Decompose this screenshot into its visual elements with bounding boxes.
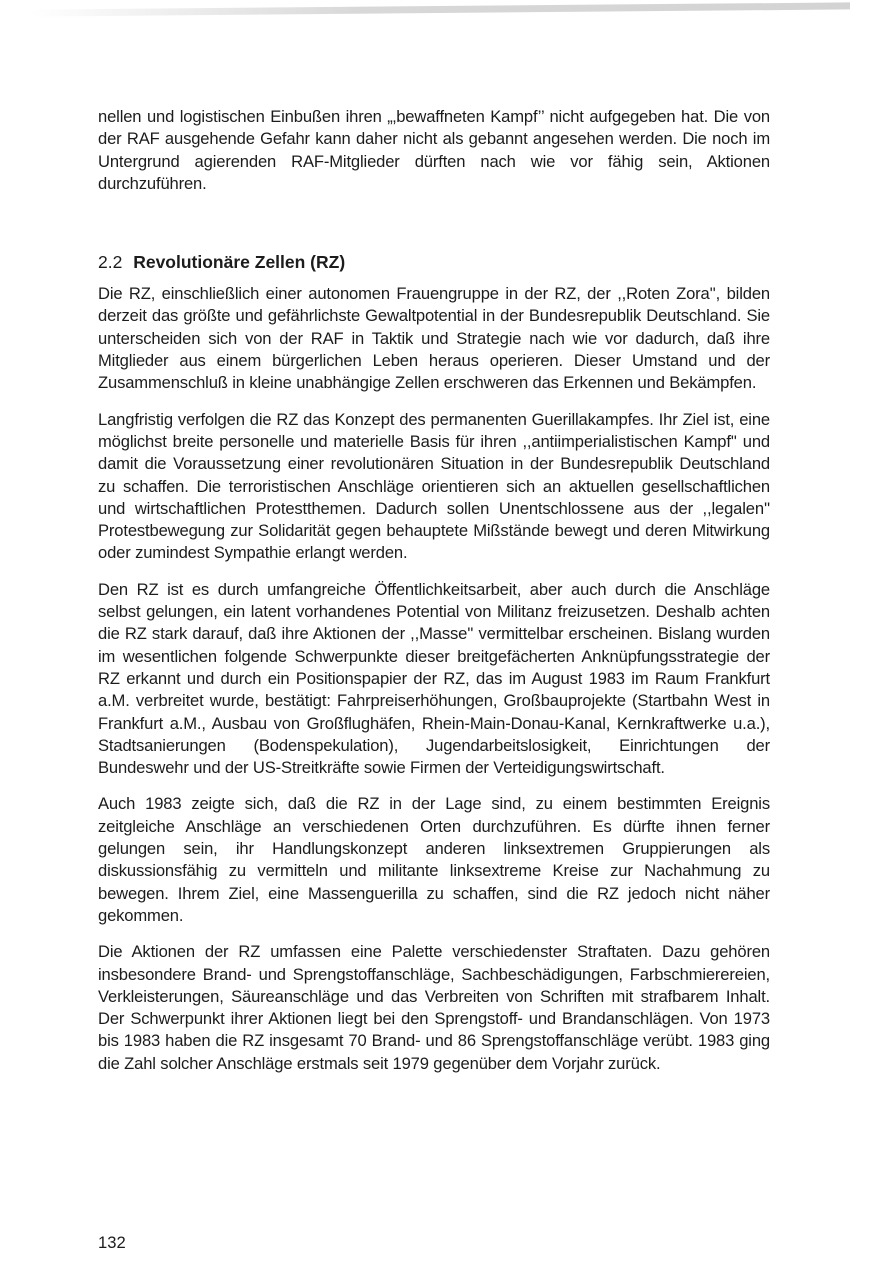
paragraph: Den RZ ist es durch umfangreiche Öffentlichkeitsarbeit, aber auch durch die Anschläge selbst gelungen, ein latent vorhandenes Potential von Militanz freizusetzen. Deshalb achten die RZ stark darauf, daß ihre Aktionen der ,,Masse'' vermittelbar erscheinen. Bislang wurden im wesentlichen folgende Schwerpunkte dieser breitgefächerten Anknüpfungsstrategie der RZ erkannt und durch ein Positionspapier der RZ, das im August 1983 im Raum Frankfurt a.M. verbreitet wurde, bestätigt: Fahrpreiserhöhungen, Großbauprojekte (Startbahn West in Frankfurt a.M., Ausbau von Großflughäfen, Rhein-Main-Donau-Kanal, Kernkraftwerke u.a.), Stadtsanierungen (Bodenspekulation), Jugendarbeitslosigkeit, Einrichtungen der Bundeswehr und der US-Streitkräfte sowie Firmen der Verteidigungswirtschaft. bbox=[98, 579, 770, 778]
scan-edge-artifact bbox=[30, 2, 850, 16]
paragraph: Auch 1983 zeigte sich, daß die RZ in der Lage sind, zu einem bestimmten Ereignis zeitgleiche Anschläge an verschiedenen Orten durchzuführen. Es dürfte ihnen ferner gelungen sein, ihr Handlungskonzept anderen linksextremen Gruppierungen als diskussionsfähig zu vermitteln und militante linksextreme Kreise zur Nachahmung zu bewegen. Ihrem Ziel, eine Massenguerilla zu schaffen, sind die RZ jedoch nicht näher gekommen. bbox=[98, 794, 770, 925]
paragraph: Langfristig verfolgen die RZ das Konzept des permanenten Guerillakampfes. Ihr Ziel ist, eine möglichst breite personelle und materielle Basis für ihren ,,antiimperialistischen Kampf'' und damit die Voraussetzung einer revolutionären Situation in der Bundesrepublik Deutschland zu schaffen. Die terroristischen Anschläge orientieren sich an aktuellen gesellschaftlichen und wirtschaftlichen Protestthemen. Dadurch sollen Unentschlossene aus der ,,legalen'' Protestbewegung zur Solidarität gegen behauptete Mißstände bewegt und deren Mitwirkung oder zumindest Sympathie erlangt werden. bbox=[98, 409, 770, 563]
page-number: 132 bbox=[98, 1233, 126, 1252]
paragraph: Die Aktionen der RZ umfassen eine Palette verschiedenster Straftaten. Dazu gehören insbesondere Brand- und Sprengstoffanschläge, Sachbeschädigungen, Farbschmierereien, Verkleisterungen, Säureanschläge und das Verbreiten von Schriften mit strafbarem Inhalt. Der Schwerpunkt ihrer Aktionen liegt bei den Sprengstoff- und Brandanschlägen. Von 1973 bis 1983 haben die RZ insgesamt 70 Brand- und 86 Sprengstoffanschläge verübt. 1983 ging die Zahl solcher Anschläge erstmals seit 1979 gegenüber dem Vorjahr zurück. bbox=[98, 942, 770, 1073]
section-heading bbox=[98, 251, 770, 273]
document-page bbox=[98, 106, 770, 1089]
paragraph: Die RZ, einschließlich einer autonomen Frauengruppe in der RZ, der ,,Roten Zora'', bilden derzeit das größte und gefährlichste Gewaltpotential in der Bundesrepublik Deutschland. Sie unterscheiden sich von der RAF in Taktik und Strategie nach wie vor dadurch, daß ihre Mitglieder aus einem bürgerlichen Leben heraus operieren. Dieser Umstand und der Zusammenschluß in kleine unabhängige Zellen erschweren das Erkennen und Bekämpfen. bbox=[98, 284, 770, 393]
section-title: Revolutionäre Zellen (RZ) bbox=[133, 252, 346, 273]
continuation-paragraph: nellen und logistischen Einbußen ihren „‚bewaffneten Kampf’’ nicht aufgegeben hat. Die von der RAF ausgehende Gefahr kann daher nicht als gebannt angesehen werden. Die noch im Untergrund agierenden RAF-Mitglieder dürften nach wie vor fähig sein, Aktionen durchzuführen. bbox=[98, 107, 770, 193]
section-number: 2.2 bbox=[98, 252, 123, 273]
